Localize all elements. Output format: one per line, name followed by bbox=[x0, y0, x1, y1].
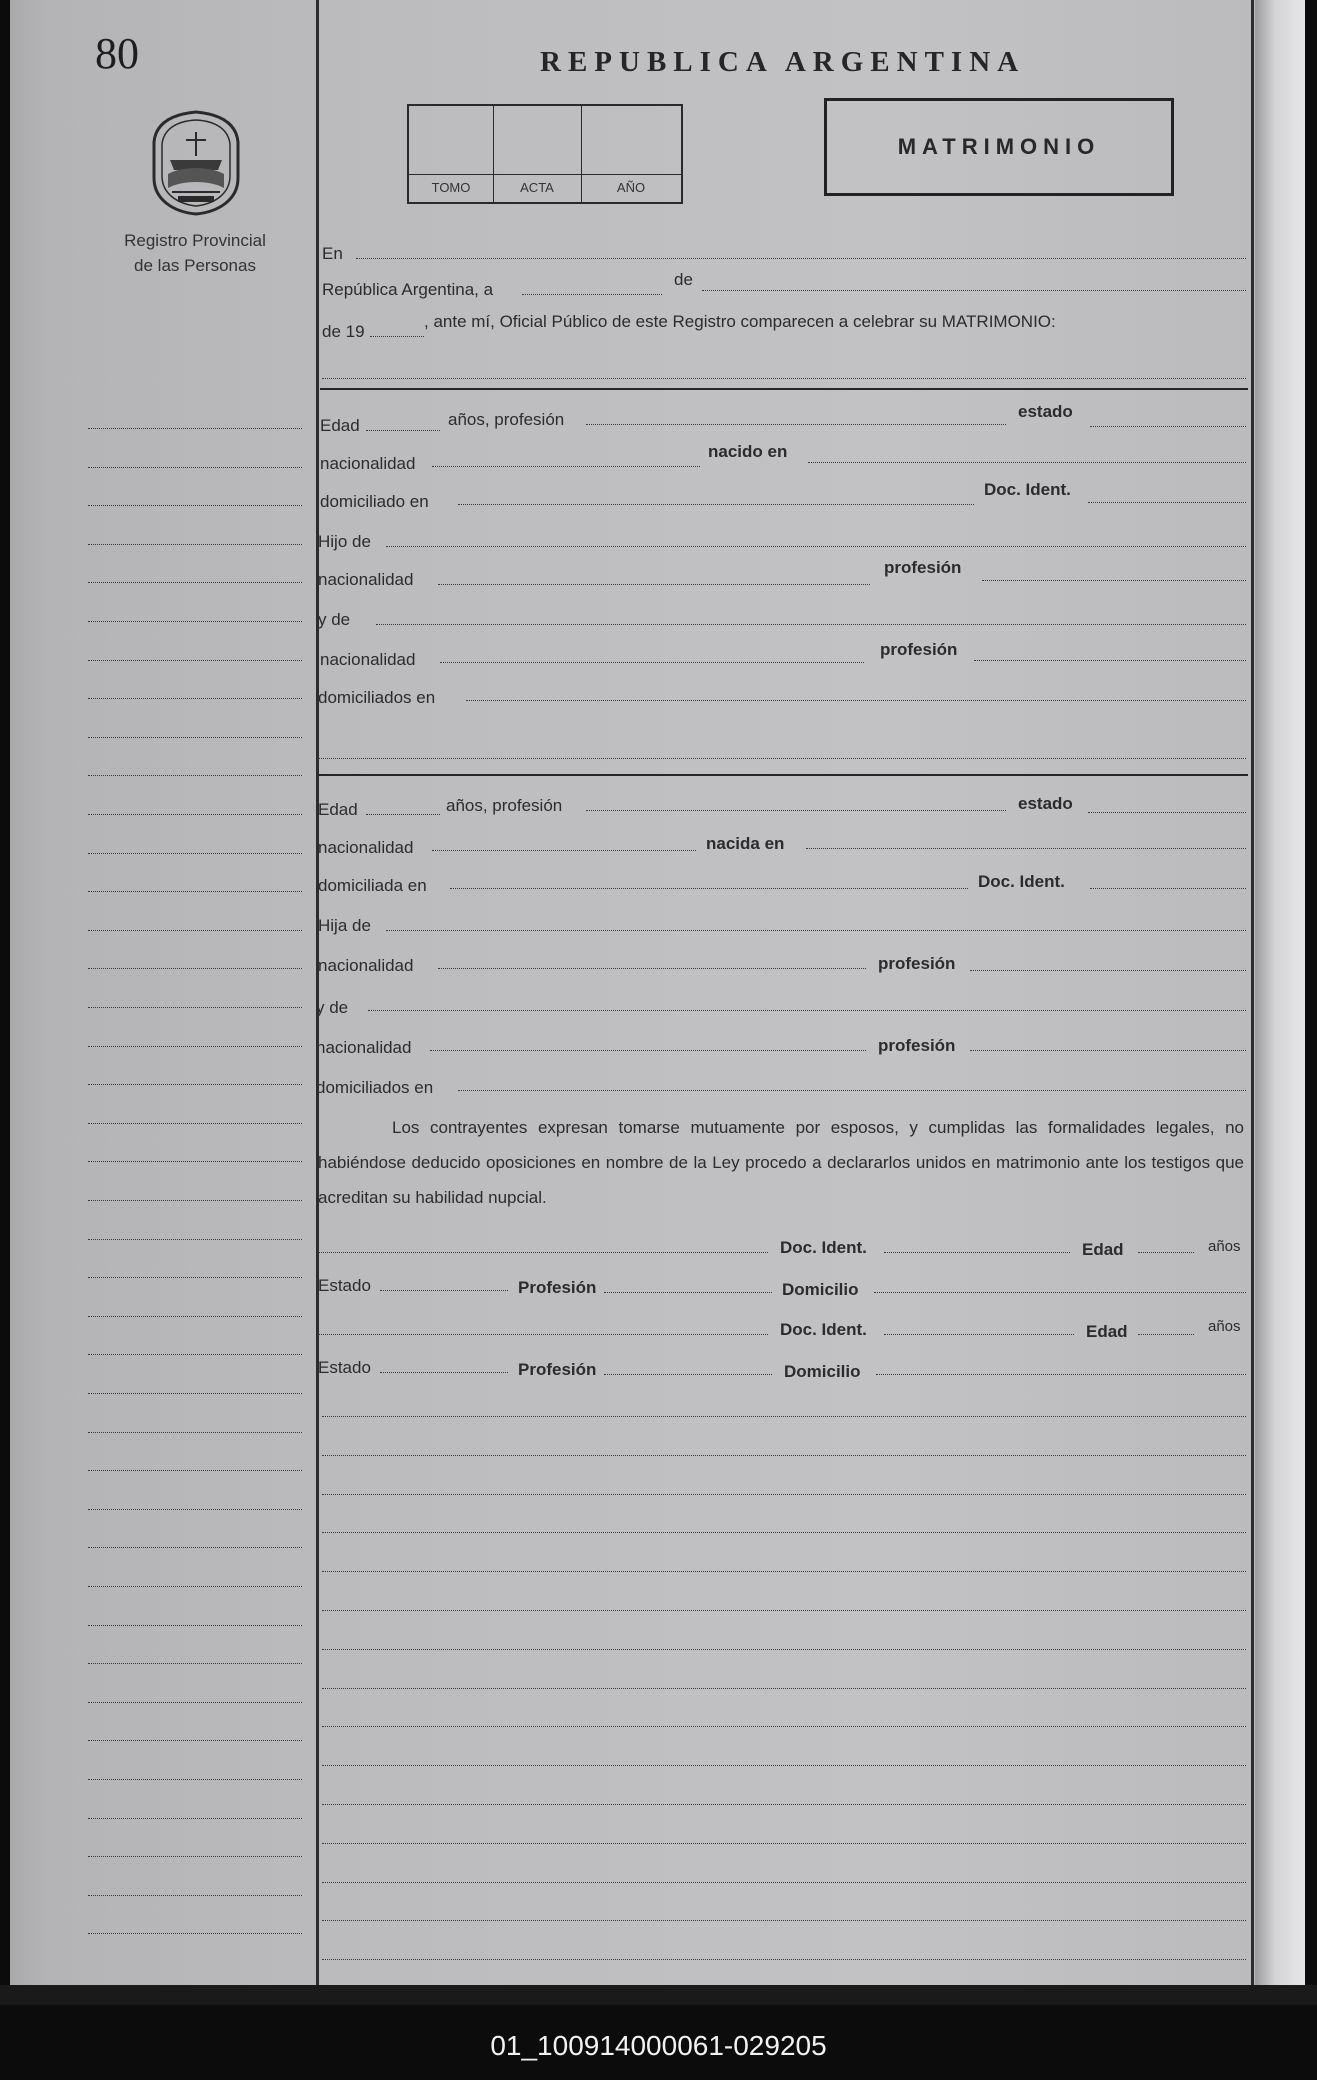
witness-2-domicilio-field[interactable] bbox=[876, 1374, 1246, 1375]
bride-mother-profesion-field[interactable] bbox=[970, 1050, 1246, 1051]
witness-2-edad-field[interactable] bbox=[1138, 1334, 1194, 1335]
witness-1-name-field[interactable] bbox=[318, 1252, 768, 1253]
groom-estado-label: estado bbox=[1018, 402, 1073, 421]
groom-edad-field[interactable] bbox=[366, 430, 440, 431]
witness-1-profesion-field[interactable] bbox=[604, 1292, 772, 1293]
bride-profesion-field[interactable] bbox=[586, 810, 1006, 811]
margin-note-line[interactable] bbox=[88, 467, 302, 468]
witness-1-doc-label: Doc. Ident. bbox=[780, 1238, 867, 1257]
margin-note-line[interactable] bbox=[88, 660, 302, 661]
witness-1-estado-label: Estado bbox=[318, 1276, 371, 1295]
year-field[interactable] bbox=[370, 336, 424, 337]
groom-father-nacionalidad-label: nacionalidad bbox=[318, 570, 414, 589]
notes-line[interactable] bbox=[322, 1494, 1246, 1495]
bride-father-field[interactable] bbox=[386, 930, 1246, 931]
reference-box bbox=[407, 104, 683, 204]
notes-line[interactable] bbox=[322, 1804, 1246, 1805]
witness-1-doc-field[interactable] bbox=[884, 1252, 1070, 1253]
margin-note-line[interactable] bbox=[88, 1702, 302, 1703]
margin-note-line[interactable] bbox=[88, 1547, 302, 1548]
declaration-text bbox=[318, 1110, 1244, 1215]
witness-1-domicilio-field[interactable] bbox=[874, 1292, 1246, 1293]
witness-1-edad-field[interactable] bbox=[1138, 1252, 1194, 1253]
record-page bbox=[10, 0, 1260, 1995]
bride-nacionalidad-label: nacionalidad bbox=[318, 838, 414, 857]
page-bottom-edge bbox=[0, 1985, 1317, 2005]
section-rule-1 bbox=[320, 388, 1248, 390]
margin-note-line[interactable] bbox=[88, 428, 302, 429]
registry-name bbox=[100, 228, 290, 278]
declaration-body: Los contrayentes expresan tomarse mutuamente por esposos, y cumplidas las formalidades legales, no habiéndose deducido oposiciones en nombre de la Ley procedo a declararlos unidos en matrimonio ante los testigos que acreditan su habilidad nupcial. bbox=[318, 1118, 1244, 1207]
bride-edad-label: Edad bbox=[318, 800, 358, 819]
margin-note-line[interactable] bbox=[88, 1393, 302, 1394]
bride-nacida-en-label: nacida en bbox=[706, 834, 785, 853]
record-type: MATRIMONIO bbox=[897, 134, 1101, 159]
groom-mother-nacionalidad-label: nacionalidad bbox=[320, 650, 416, 669]
record-type-box bbox=[824, 98, 1174, 196]
bride-domiciliada-field[interactable] bbox=[450, 888, 968, 889]
bride-hija-de-label: Hija de bbox=[318, 916, 371, 935]
bride-parents-domicile-field[interactable] bbox=[458, 1090, 1246, 1091]
notes-line[interactable] bbox=[322, 1726, 1246, 1727]
witness-2-estado-label: Estado bbox=[318, 1358, 371, 1377]
notes-line[interactable] bbox=[322, 1455, 1246, 1456]
margin-note-line[interactable] bbox=[88, 930, 302, 931]
margin-note-line[interactable] bbox=[88, 1007, 302, 1008]
bride-estado-label: estado bbox=[1018, 794, 1073, 813]
groom-hijo-de-label: Hijo de bbox=[318, 532, 371, 551]
bride-nacionalidad-field[interactable] bbox=[432, 850, 696, 851]
margin-note-line[interactable] bbox=[88, 1161, 302, 1162]
margin-note-line[interactable] bbox=[88, 1818, 302, 1819]
notes-line[interactable] bbox=[322, 1416, 1246, 1417]
bride-anos-profesion-label: años, profesión bbox=[446, 796, 563, 815]
margin-divider bbox=[316, 0, 319, 1985]
intro-republica: República Argentina, a bbox=[322, 280, 494, 299]
margin-note-line[interactable] bbox=[88, 737, 302, 738]
ano-label: AÑO bbox=[616, 180, 646, 195]
margin-note-line[interactable] bbox=[88, 1933, 302, 1934]
witness-2-profesion-label: Profesión bbox=[518, 1360, 597, 1379]
intro-en: En bbox=[322, 244, 343, 263]
margin-note-line[interactable] bbox=[88, 582, 302, 583]
page-number: 80 bbox=[95, 29, 139, 78]
witness-2-doc-field[interactable] bbox=[884, 1334, 1074, 1335]
bride-estado-field[interactable] bbox=[1088, 812, 1246, 813]
groom-father-profesion-field[interactable] bbox=[982, 580, 1246, 581]
registry-line-1: Registro Provincial bbox=[124, 231, 266, 250]
scan-identifier: 01_100914000061-029205 bbox=[490, 2030, 827, 2061]
margin-note-line[interactable] bbox=[88, 1856, 302, 1857]
groom-mother-field[interactable] bbox=[376, 624, 1246, 625]
margin-note-line[interactable] bbox=[88, 621, 302, 622]
witness-1-estado-field[interactable] bbox=[380, 1290, 508, 1291]
notes-line[interactable] bbox=[322, 1532, 1246, 1533]
groom-anos-profesion-label: años, profesión bbox=[448, 410, 565, 429]
notes-line[interactable] bbox=[322, 1688, 1246, 1689]
groom-nacionalidad-field[interactable] bbox=[432, 466, 700, 467]
groom-mother-profesion-label: profesión bbox=[880, 640, 958, 659]
witness-2-name-field[interactable] bbox=[318, 1334, 768, 1335]
bride-edad-field[interactable] bbox=[366, 814, 440, 815]
bride-doc-ident-label: Doc. Ident. bbox=[978, 872, 1065, 891]
margin-note-line[interactable] bbox=[88, 1625, 302, 1626]
bride-doc-ident-field[interactable] bbox=[1090, 888, 1246, 889]
margin-note-line[interactable] bbox=[88, 1200, 302, 1201]
groom-domiciliado-field[interactable] bbox=[458, 504, 974, 505]
intro-ante: , ante mí, Oficial Público de este Registro comparecen a celebrar su MATRIMONIO: bbox=[424, 312, 1056, 331]
margin-note-line[interactable] bbox=[88, 1586, 302, 1587]
groom-nacionalidad-label: nacionalidad bbox=[320, 454, 416, 473]
groom-doc-ident-field[interactable] bbox=[1088, 502, 1246, 503]
right-border bbox=[1251, 0, 1254, 1985]
provincial-seal-icon bbox=[148, 108, 244, 218]
bride-father-profesion-field[interactable] bbox=[970, 970, 1246, 971]
margin-note-line[interactable] bbox=[88, 1432, 302, 1433]
groom-nacido-en-field[interactable] bbox=[808, 462, 1246, 463]
month-field[interactable] bbox=[702, 290, 1246, 291]
section-rule-2 bbox=[318, 774, 1248, 776]
groom-edad-label: Edad bbox=[320, 416, 360, 435]
bride-y-de-label: y de bbox=[316, 998, 349, 1017]
groom-father-profesion-label: profesión bbox=[884, 558, 962, 577]
margin-note-line[interactable] bbox=[88, 1316, 302, 1317]
groom-nacido-en-label: nacido en bbox=[708, 442, 788, 461]
witness-2-anos-label: años bbox=[1208, 1318, 1241, 1335]
bride-nacida-en-field[interactable] bbox=[806, 848, 1246, 849]
place-field[interactable] bbox=[356, 258, 1246, 259]
notes-line[interactable] bbox=[322, 1959, 1246, 1960]
witness-2-profesion-field[interactable] bbox=[604, 1374, 772, 1375]
groom-extra-field[interactable] bbox=[318, 758, 1246, 759]
witness-1-edad-label: Edad bbox=[1082, 1240, 1124, 1259]
reference-baseline bbox=[409, 174, 681, 175]
margin-note-line[interactable] bbox=[88, 1470, 302, 1471]
margin-note-line[interactable] bbox=[88, 891, 302, 892]
witness-2-edad-label: Edad bbox=[1086, 1322, 1128, 1341]
intro-de: de bbox=[674, 270, 693, 289]
bride-mother-nacionalidad-label: nacionalidad bbox=[316, 1038, 412, 1057]
margin-note-line[interactable] bbox=[88, 1354, 302, 1355]
groom-estado-field[interactable] bbox=[1090, 426, 1246, 427]
page-title: REPUBLICA ARGENTINA bbox=[540, 46, 1026, 78]
bride-domiciliada-label: domiciliada en bbox=[318, 876, 427, 895]
page-edge bbox=[1255, 0, 1305, 1995]
margin-note-line[interactable] bbox=[88, 1046, 302, 1047]
margin-note-line[interactable] bbox=[88, 853, 302, 854]
witness-2-doc-label: Doc. Ident. bbox=[780, 1320, 867, 1339]
margin-note-line[interactable] bbox=[88, 505, 302, 506]
groom-domiciliado-label: domiciliado en bbox=[320, 492, 429, 511]
bride-father-profesion-label: profesión bbox=[878, 954, 956, 973]
bride-mother-field[interactable] bbox=[368, 1010, 1246, 1011]
margin-note-line[interactable] bbox=[88, 775, 302, 776]
witness-2-domicilio-label: Domicilio bbox=[784, 1362, 861, 1381]
margin-note-line[interactable] bbox=[88, 814, 302, 815]
witness-1-profesion-label: Profesión bbox=[518, 1278, 597, 1297]
margin-note-line[interactable] bbox=[88, 1239, 302, 1240]
notes-line[interactable] bbox=[322, 1571, 1246, 1572]
groom-parents-domicile-field[interactable] bbox=[466, 700, 1246, 701]
witness-1-anos-label: años bbox=[1208, 1238, 1241, 1255]
margin-note-line[interactable] bbox=[88, 1740, 302, 1741]
margin-note-line[interactable] bbox=[88, 1123, 302, 1124]
margin-note-line[interactable] bbox=[88, 1277, 302, 1278]
bride-father-nacionalidad-field[interactable] bbox=[438, 968, 866, 969]
groom-profesion-field[interactable] bbox=[586, 424, 1006, 425]
notes-line[interactable] bbox=[322, 1649, 1246, 1650]
notes-line[interactable] bbox=[322, 1920, 1246, 1921]
notes-line[interactable] bbox=[322, 1882, 1246, 1883]
groom-father-field[interactable] bbox=[386, 546, 1246, 547]
intro-year-prefix: de 19 bbox=[322, 322, 365, 341]
margin-note-line[interactable] bbox=[88, 1084, 302, 1085]
notes-line[interactable] bbox=[322, 1843, 1246, 1844]
witness-2-estado-field[interactable] bbox=[380, 1372, 508, 1373]
margin-note-line[interactable] bbox=[88, 1663, 302, 1664]
groom-y-de-label: y de bbox=[318, 610, 351, 629]
acta-label: ACTA bbox=[520, 180, 554, 195]
notes-line[interactable] bbox=[322, 1765, 1246, 1766]
groom-doc-ident-label: Doc. Ident. bbox=[984, 480, 1071, 499]
bride-parents-domicile-label: domiciliados en bbox=[316, 1078, 434, 1097]
groom-mother-nacionalidad-field[interactable] bbox=[440, 662, 864, 663]
bride-mother-nacionalidad-field[interactable] bbox=[430, 1050, 866, 1051]
day-field[interactable] bbox=[522, 294, 662, 295]
groom-parents-domicile-label: domiciliados en bbox=[318, 688, 436, 707]
margin-note-line[interactable] bbox=[88, 1895, 302, 1896]
margin-note-line[interactable] bbox=[88, 1779, 302, 1780]
groom-mother-profesion-field[interactable] bbox=[974, 660, 1246, 661]
margin-note-line[interactable] bbox=[88, 1509, 302, 1510]
witness-1-domicilio-label: Domicilio bbox=[782, 1280, 859, 1299]
groom-father-nacionalidad-field[interactable] bbox=[438, 584, 870, 585]
margin-note-line[interactable] bbox=[88, 968, 302, 969]
margin-note-line[interactable] bbox=[88, 544, 302, 545]
notes-line[interactable] bbox=[322, 1610, 1246, 1611]
intro-continuation-field[interactable] bbox=[322, 378, 1246, 379]
tomo-label: TOMO bbox=[431, 180, 471, 195]
registry-line-2: de las Personas bbox=[134, 256, 256, 275]
bride-father-nacionalidad-label: nacionalidad bbox=[318, 956, 414, 975]
bride-mother-profesion-label: profesión bbox=[878, 1036, 956, 1055]
margin-note-line[interactable] bbox=[88, 698, 302, 699]
